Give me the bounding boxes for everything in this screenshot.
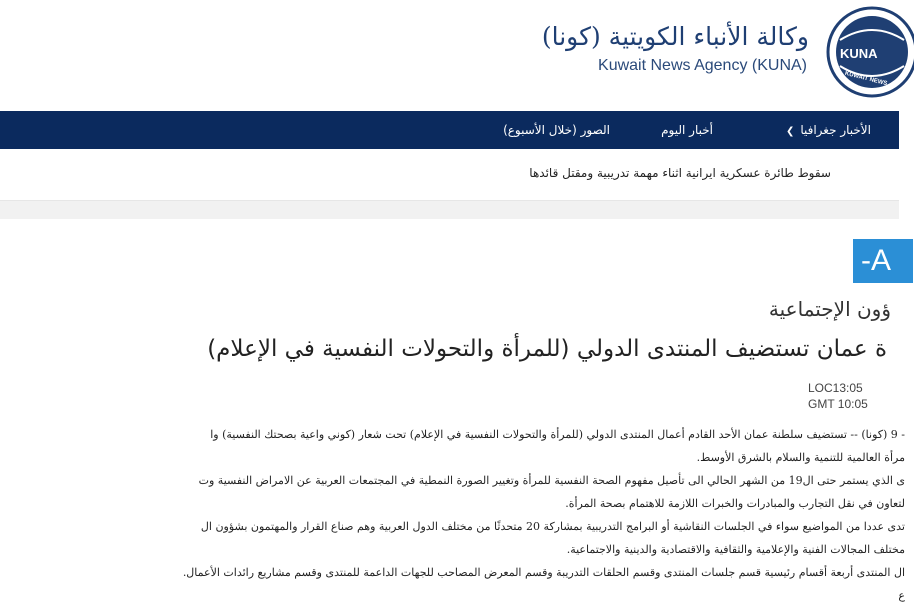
nav-item-geography-label: الأخبار جغرافيا [800, 123, 871, 137]
breaking-news-ticker [0, 149, 899, 201]
section-divider [0, 201, 899, 219]
nav-item-today-news[interactable]: أخبار اليوم [661, 123, 713, 137]
nav-item-weekly-photos[interactable]: الصور (خلال الأسبوع) [503, 123, 610, 137]
article-body-line: تدى عددا من المواضيع سواء في الجلسات النقاشية أو البرامج التدريبية بمشاركة 20 متحدثًا من مختلف الدول العربية وهم صناع القرار والمهتمون بشؤون ال [200, 520, 905, 533]
article-body-line: مختلف المجالات الفنية والإعلامية والثقافية والاقتصادية والدينية والاجتماعية. [566, 543, 905, 556]
ticker-headline-link[interactable]: سقوط طائرة عسكرية ايرانية اثناء مهمة تدريبية ومقتل قائدها [529, 166, 831, 180]
article-timestamp [808, 380, 868, 412]
logo-arabic-text[interactable]: وكالة الأنباء الكويتية (كونا) [541, 22, 809, 51]
chevron-down-icon: ❯ [785, 126, 795, 137]
local-time: LOC13:05 [808, 381, 863, 395]
article-section-label[interactable]: ؤون الإجتماعية [768, 297, 891, 321]
article-body-line: - 9 (كونا) -- تستضيف سلطنة عمان الأحد القادم أعمال المنتدى الدولي (للمرأة والتحولات النفسية في الإعلام) تحت شعار (كوني واعية بصحتك النفسية) وا [210, 428, 905, 441]
logo-english-text[interactable]: Kuwait News Agency (KUNA) [598, 57, 807, 74]
article-body-line: ع [898, 589, 905, 602]
article-body [0, 423, 905, 607]
emblem-label: KUNA [840, 46, 878, 61]
article-body-line: لتعاون في نقل التجارب والمبادرات والخبرات اللازمة للاهتمام بصحة المرأة. [565, 497, 905, 510]
article-body-line: ال المنتدى أربعة أقسام رئيسية قسم جلسات المنتدى وقسم الحلقات التدريبة وقسم المعرض المصاحب للجهات الداعمة للمنتدى وقسم مشاريع رائدات الأعمال. [182, 566, 905, 579]
main-navigation [0, 111, 899, 149]
kuna-emblem-icon[interactable] [826, 2, 914, 102]
language-switch-button[interactable]: -A [853, 239, 913, 283]
emblem-sub-label: KUWAIT NEWS [844, 70, 888, 88]
article-headline: ة عمان تستضيف المنتدى الدولي (للمرأة والتحولات النفسية في الإعلام) [207, 336, 887, 362]
gmt-time: GMT 10:05 [808, 397, 868, 411]
site-header [0, 0, 899, 111]
article-body-line: ى الذي يستمر حتى ال19 من الشهر الحالي الى تأصيل مفهوم الصحة النفسية للمرأة وتغيير الصورة النمطية في المجتمعات العربية عن الامراض النفسية وت [198, 474, 905, 487]
article-body-line: مرأة العالمية للتنمية والسلام بالشرق الأوسط. [696, 451, 905, 464]
nav-item-geography[interactable] [786, 111, 871, 149]
